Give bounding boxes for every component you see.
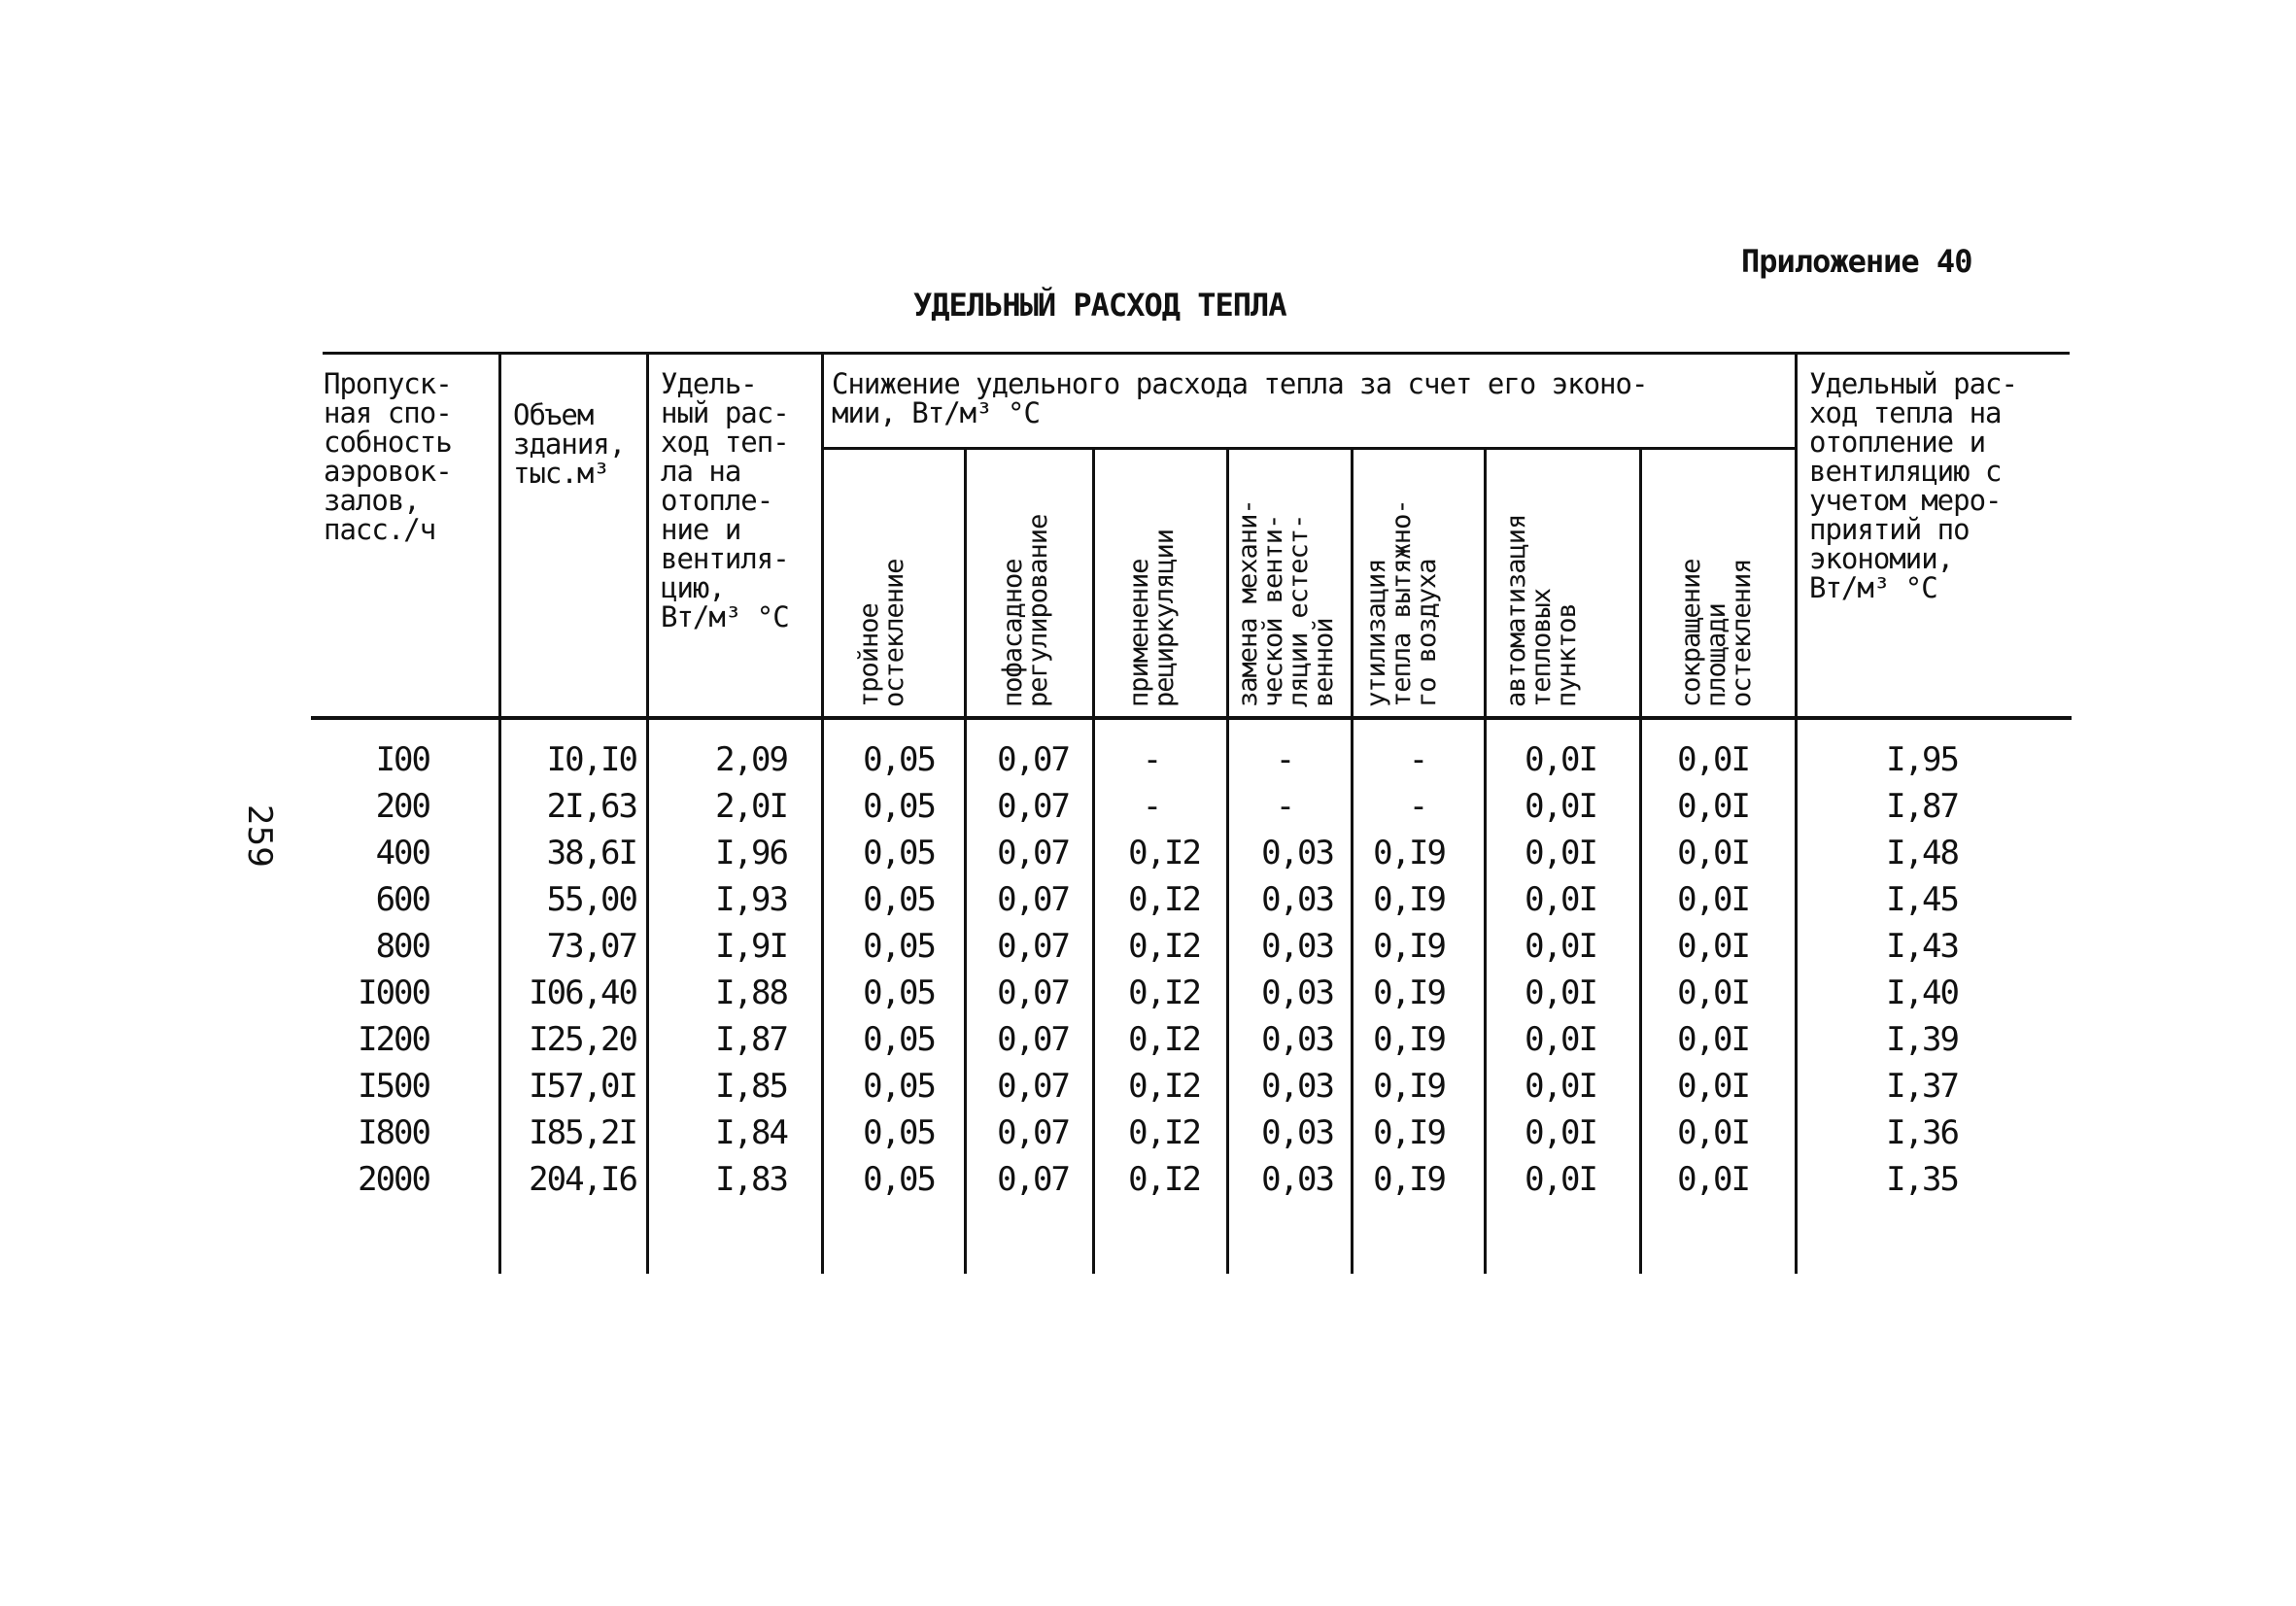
cell-util: -	[1408, 787, 1427, 826]
cell-volume: I57,0I	[529, 1067, 636, 1106]
cell-auto: 0,0I	[1525, 1113, 1596, 1152]
cell-glazing: 0,0I	[1677, 974, 1749, 1012]
cell-triple: 0,05	[863, 787, 935, 826]
cell-util: 0,I9	[1373, 1113, 1445, 1152]
cell-specific: I,88	[715, 974, 787, 1012]
cell-util: 0,I9	[1373, 1020, 1445, 1059]
cell-auto: 0,0I	[1525, 1020, 1596, 1059]
cell-volume: 204,I6	[529, 1160, 636, 1199]
header-specific: Удель- ный рас- ход теп- ла на отопле- ние и вентиля- цию, Вт/м³ °С	[661, 367, 789, 633]
cell-glazing: 0,0I	[1677, 1160, 1749, 1199]
cell-glazing: 0,0I	[1677, 740, 1749, 779]
cell-util: 0,I9	[1373, 1067, 1445, 1106]
cell-mech: -	[1275, 740, 1294, 779]
cell-auto: 0,0I	[1525, 974, 1596, 1012]
cell-triple: 0,05	[863, 1113, 935, 1152]
header-final: Удельный рас- ход тепла на отопление и вентиляцию с учетом меро- приятий по экономии, Вт/м³ °С	[1809, 367, 2017, 604]
cell-capacity: I000	[358, 974, 429, 1012]
cell-triple: 0,05	[863, 974, 935, 1012]
cell-recirc: 0,I2	[1128, 834, 1200, 872]
cell-triple: 0,05	[863, 1020, 935, 1059]
cell-triple: 0,05	[863, 834, 935, 872]
cell-recirc: 0,I2	[1128, 1160, 1200, 1199]
cell-final: I,36	[1886, 1113, 1958, 1152]
header-mechanical-ventilation: замена механи- ческой венти- ляции естест- венной	[1233, 499, 1339, 707]
cell-glazing: 0,0I	[1677, 927, 1749, 966]
cell-volume: 38,6I	[546, 834, 636, 872]
header-volume: Объем здания, тыс.м³	[513, 398, 626, 490]
cell-facade: 0,07	[997, 880, 1069, 919]
cell-capacity: 2000	[358, 1160, 429, 1199]
cell-specific: I,96	[715, 834, 787, 872]
cell-auto: 0,0I	[1525, 927, 1596, 966]
header-triple-glazing: тройное остекление	[854, 559, 909, 707]
cell-util: 0,I9	[1373, 927, 1445, 966]
header-bottom-rule	[311, 716, 2072, 720]
cell-glazing: 0,0I	[1677, 1020, 1749, 1059]
cell-glazing: 0,0I	[1677, 834, 1749, 872]
header-facade-regulation: пофасадное регулирование	[998, 514, 1053, 707]
cell-specific: I,85	[715, 1067, 787, 1106]
header-automation: автоматизация тепловых пунктов	[1501, 514, 1582, 707]
cell-final: I,40	[1886, 974, 1958, 1012]
header-capacity: Пропуск- ная спо- собность аэровок- залов, пасс./ч	[324, 367, 452, 546]
cell-mech: 0,03	[1261, 880, 1333, 919]
cell-triple: 0,05	[863, 740, 935, 779]
cell-mech: 0,03	[1261, 1067, 1333, 1106]
cell-capacity: I800	[358, 1113, 429, 1152]
cell-capacity: I00	[375, 740, 429, 779]
page-number: 259	[240, 804, 279, 868]
cell-recirc: -	[1142, 787, 1161, 826]
cell-specific: I,84	[715, 1113, 787, 1152]
cell-final: I,95	[1886, 740, 1958, 779]
cell-facade: 0,07	[997, 834, 1069, 872]
cell-recirc: 0,I2	[1128, 927, 1200, 966]
cell-mech: 0,03	[1261, 1160, 1333, 1199]
appendix-label: Приложение 40	[1741, 243, 1972, 280]
header-glazing-reduction: сокращение площади остекления	[1676, 559, 1757, 707]
cell-triple: 0,05	[863, 1067, 935, 1106]
cell-mech: 0,03	[1261, 1020, 1333, 1059]
cell-volume: 73,07	[546, 927, 636, 966]
cell-volume: I06,40	[529, 974, 636, 1012]
cell-final: I,43	[1886, 927, 1958, 966]
header-heat-utilization: утилизация тепла вытяжно- го воздуха	[1361, 499, 1442, 707]
cell-auto: 0,0I	[1525, 1067, 1596, 1106]
cell-recirc: 0,I2	[1128, 974, 1200, 1012]
cell-final: I,39	[1886, 1020, 1958, 1059]
cell-recirc: 0,I2	[1128, 1113, 1200, 1152]
cell-volume: I85,2I	[529, 1113, 636, 1152]
cell-final: I,35	[1886, 1160, 1958, 1199]
cell-capacity: 200	[375, 787, 429, 826]
cell-capacity: 400	[375, 834, 429, 872]
cell-mech: 0,03	[1261, 927, 1333, 966]
cell-mech: 0,03	[1261, 834, 1333, 872]
table-title: УДЕЛЬНЫЙ РАСХОД ТЕПЛА	[913, 287, 1286, 324]
cell-auto: 0,0I	[1525, 834, 1596, 872]
cell-recirc: 0,I2	[1128, 1067, 1200, 1106]
cell-facade: 0,07	[997, 787, 1069, 826]
cell-recirc: -	[1142, 740, 1161, 779]
cell-volume: 55,00	[546, 880, 636, 919]
table-top-rule	[323, 352, 2070, 355]
cell-final: I,37	[1886, 1067, 1958, 1106]
cell-glazing: 0,0I	[1677, 787, 1749, 826]
cell-facade: 0,07	[997, 927, 1069, 966]
cell-specific: 2,09	[715, 740, 787, 779]
cell-capacity: 600	[375, 880, 429, 919]
cell-triple: 0,05	[863, 927, 935, 966]
cell-glazing: 0,0I	[1677, 1113, 1749, 1152]
cell-facade: 0,07	[997, 1160, 1069, 1199]
cell-auto: 0,0I	[1525, 1160, 1596, 1199]
subgroup-rule	[823, 447, 1797, 450]
cell-auto: 0,0I	[1525, 880, 1596, 919]
cell-recirc: 0,I2	[1128, 1020, 1200, 1059]
cell-specific: I,9I	[715, 927, 787, 966]
cell-facade: 0,07	[997, 1020, 1069, 1059]
cell-recirc: 0,I2	[1128, 880, 1200, 919]
cell-util: -	[1408, 740, 1427, 779]
cell-facade: 0,07	[997, 974, 1069, 1012]
cell-specific: I,83	[715, 1160, 787, 1199]
cell-specific: 2,0I	[715, 787, 787, 826]
cell-volume: 2I,63	[546, 787, 636, 826]
cell-capacity: I500	[358, 1067, 429, 1106]
cell-glazing: 0,0I	[1677, 880, 1749, 919]
cell-final: I,48	[1886, 834, 1958, 872]
cell-auto: 0,0I	[1525, 787, 1596, 826]
cell-util: 0,I9	[1373, 974, 1445, 1012]
cell-util: 0,I9	[1373, 834, 1445, 872]
cell-triple: 0,05	[863, 1160, 935, 1199]
cell-facade: 0,07	[997, 1113, 1069, 1152]
header-reduction-group: Снижение удельного расхода тепла за счет его эконо- мии, Вт/м³ °С	[832, 367, 1648, 429]
cell-facade: 0,07	[997, 740, 1069, 779]
cell-mech: 0,03	[1261, 1113, 1333, 1152]
cell-auto: 0,0I	[1525, 740, 1596, 779]
cell-util: 0,I9	[1373, 1160, 1445, 1199]
cell-util: 0,I9	[1373, 880, 1445, 919]
cell-capacity: 800	[375, 927, 429, 966]
cell-glazing: 0,0I	[1677, 1067, 1749, 1106]
cell-final: I,45	[1886, 880, 1958, 919]
header-recirculation: применение рециркуляции	[1124, 529, 1180, 707]
cell-mech: -	[1275, 787, 1294, 826]
cell-triple: 0,05	[863, 880, 935, 919]
cell-capacity: I200	[358, 1020, 429, 1059]
cell-facade: 0,07	[997, 1067, 1069, 1106]
cell-volume: I25,20	[529, 1020, 636, 1059]
cell-final: I,87	[1886, 787, 1958, 826]
cell-mech: 0,03	[1261, 974, 1333, 1012]
cell-specific: I,93	[715, 880, 787, 919]
cell-volume: I0,I0	[546, 740, 636, 779]
cell-specific: I,87	[715, 1020, 787, 1059]
